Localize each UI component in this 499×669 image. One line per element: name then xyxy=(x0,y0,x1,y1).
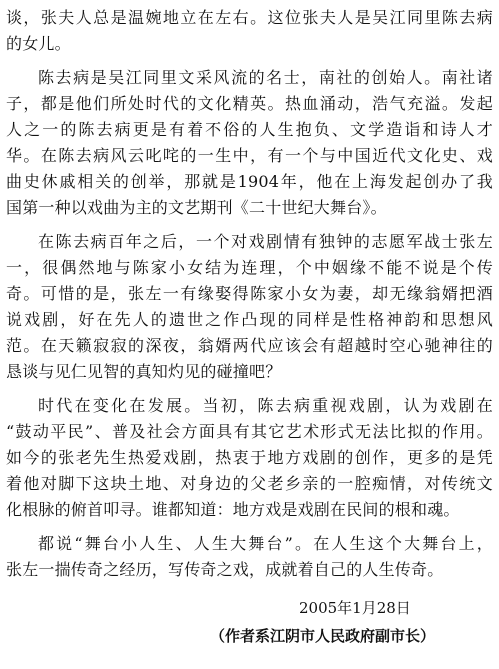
paragraph-2-line-4: 华。在陈去病风云叱咤的一生中，有一个与中国近代文化史、戏 xyxy=(6,146,493,165)
paragraph-2-line-6: 国第一种以戏曲为主的文艺期刊《二十世纪大舞台》。 xyxy=(6,198,387,217)
paragraph-4-line-5: 化根脉的俯首叩寻。谁都知道：地方戏是戏剧在民间的根和魂。 xyxy=(6,500,460,519)
paragraph-4-line-2: “鼓动平民”、普及社会方面具有其它艺术形式无法比拟的作用。 xyxy=(6,422,493,441)
author-byline: （作者系江阴市人民政府副市长） xyxy=(210,627,436,645)
paragraph-3-line-4: 说戏剧，好在先人的遗世之作凸现的同样是性格神韵和思想风 xyxy=(6,310,493,329)
paragraph-5-line-1: 都说“舞台小人生、人生大舞台”。在人生这个大舞台上， xyxy=(38,534,493,553)
paragraph-2-line-5: 曲史休戚相关的创举，那就是1904年，他在上海发起创办了我 xyxy=(6,172,493,191)
paragraph-3-line-6: 恳谈与见仁见智的真知灼见的碰撞吧？ xyxy=(6,362,282,381)
paragraph-4-line-3: 如今的张老先生热爱戏剧，热衷于地方戏剧的创作，更多的是凭 xyxy=(6,448,493,467)
paragraph-4-line-1: 时代在变化在发展。当初，陈去病重视戏剧，认为戏剧在 xyxy=(38,396,493,415)
paragraph-2-line-1: 陈去病是吴江同里文采风流的名士，南社的创始人。南社诸 xyxy=(38,68,493,87)
paragraph-5-line-2: 张左一揣传奇之经历，写传奇之戏，成就着自己的人生传奇。 xyxy=(6,560,444,579)
paragraph-1-line-1: 谈，张夫人总是温婉地立在左右。这位张夫人是吴江同里陈去病 xyxy=(6,8,493,27)
paragraph-3-line-1: 在陈去病百年之后，一个对戏剧情有独钟的志愿军战士张左 xyxy=(38,232,493,251)
paragraph-4-line-4: 着他对脚下这块土地、对身边的父老乡亲的一腔痴情，对传统文 xyxy=(6,474,493,493)
paragraph-1-line-2: 的女儿。 xyxy=(6,34,71,53)
paragraph-3-line-5: 范。在天籁寂寂的深夜，翁婿两代应该会有超越时空心驰神往的 xyxy=(6,336,493,355)
paragraph-3-line-3: 奇。可惜的是，张左一有缘娶得陈家小女为妻，却无缘翁婿把酒 xyxy=(6,284,493,303)
date-line: 2005年1月28日 xyxy=(299,599,411,617)
paragraph-3-line-2: 一，很偶然地与陈家小女结为连理，个中姻缘不能不说是个传 xyxy=(6,258,493,277)
paragraph-2-line-3: 人之一的陈去病更是有着不俗的人生抱负、文学造诣和诗人才 xyxy=(6,120,493,139)
paragraph-2-line-2: 子，都是他们所处时代的文化精英。热血涌动，浩气充溢。发起 xyxy=(6,94,493,113)
